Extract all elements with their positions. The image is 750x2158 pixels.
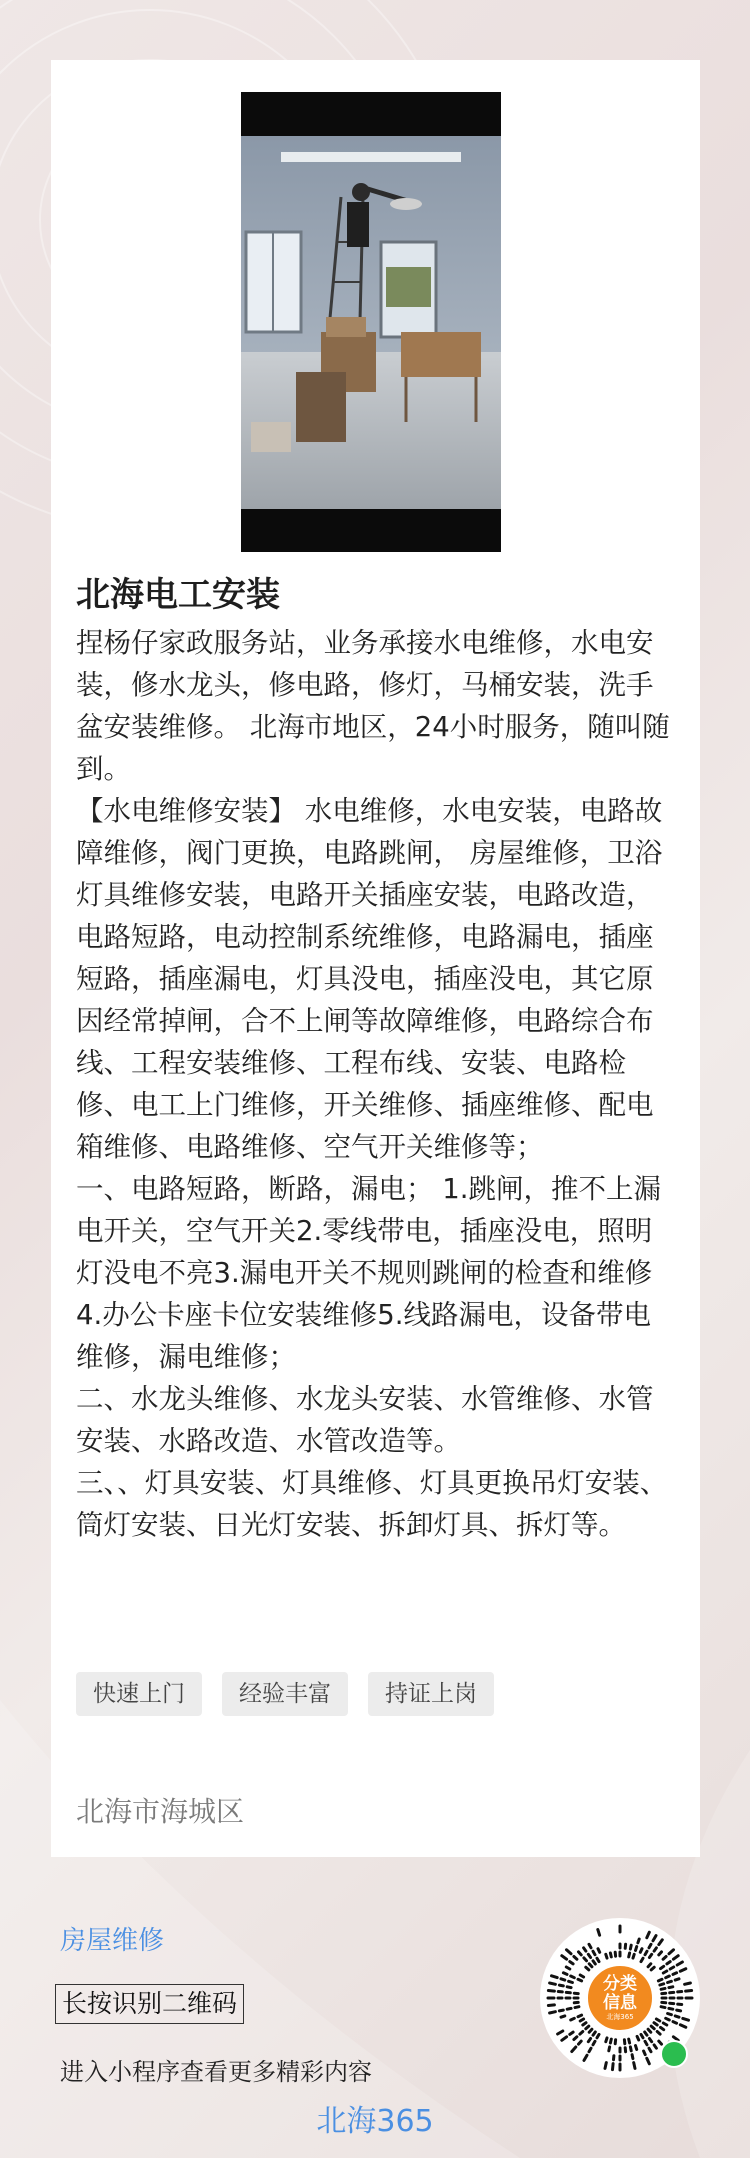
qr-module — [660, 1984, 664, 1985]
qr-module — [658, 1979, 662, 1981]
qr-module — [651, 2026, 654, 2029]
qr-module — [606, 2038, 607, 2042]
qr-module — [654, 1948, 656, 1951]
qr-module — [685, 1983, 691, 1984]
qr-module — [668, 2014, 672, 2015]
qr-module — [649, 2048, 651, 2052]
qr-module — [663, 1957, 666, 1960]
qr-badge-small: 北海365 — [606, 2012, 634, 2021]
qr-module — [669, 2008, 673, 2009]
qr-module — [586, 1967, 589, 1970]
qr-module — [561, 2016, 565, 2017]
qr-module — [550, 2012, 556, 2013]
qr-module — [575, 2007, 579, 2008]
tag-experienced: 经验丰富 — [222, 1672, 348, 1716]
qr-module — [638, 1939, 639, 1943]
qr-module — [593, 2032, 595, 2035]
qr-module — [648, 1964, 651, 1967]
qr-module — [613, 2064, 614, 2070]
qr-module — [667, 1962, 670, 1964]
qr-module — [569, 1981, 573, 1982]
qr-module — [589, 1944, 591, 1948]
qr-module — [606, 1954, 607, 1958]
miniprogram-hint: 进入小程序查看更多精彩内容 — [60, 2058, 372, 2086]
qr-module — [645, 2032, 647, 2035]
qr-module — [578, 1979, 582, 1981]
qr-badge-line1: 分类 — [603, 1973, 637, 1994]
qr-module — [552, 1976, 558, 1978]
qr-module — [630, 1945, 631, 1949]
qr-module — [666, 2018, 670, 2020]
qr-module — [571, 2018, 575, 2020]
qr-module — [686, 1991, 692, 1992]
qr-module — [661, 1966, 664, 1968]
qr-module — [666, 1976, 670, 1978]
qr-module — [589, 2029, 592, 2032]
qr-module — [563, 1973, 567, 1975]
qr-module — [566, 1967, 570, 1969]
qr-module — [630, 2047, 631, 2051]
qr-module — [567, 1987, 571, 1988]
qr-module — [661, 2027, 664, 2029]
qr-module — [584, 1948, 586, 1951]
qr-module — [659, 2041, 662, 2044]
qr-module — [641, 2034, 643, 2037]
qr-module — [661, 1988, 665, 1989]
qr-module — [629, 2039, 630, 2043]
qr-module — [629, 1953, 630, 1957]
qr-module — [683, 2018, 689, 2020]
mini-program-qr-code[interactable] — [540, 1918, 700, 2078]
qr-module — [675, 2016, 679, 2017]
qr-module — [673, 1973, 677, 1975]
qr-module — [656, 2019, 659, 2021]
qr-module — [578, 2015, 582, 2017]
post-card — [51, 60, 700, 1857]
qr-module — [644, 2051, 646, 2055]
qr-module — [636, 2046, 637, 2050]
qr-module — [636, 1947, 637, 1951]
qr-module — [605, 2063, 606, 2069]
qr-module — [675, 1979, 679, 1980]
qr-module — [663, 2023, 667, 2025]
qr-module — [637, 2036, 639, 2040]
qr-module — [663, 1971, 667, 1973]
qr-module — [657, 2032, 660, 2035]
qr-module — [548, 2005, 554, 2006]
category-link[interactable]: 房屋维修 — [60, 1926, 165, 1956]
qr-module — [588, 1954, 590, 1957]
qr-module — [645, 2041, 647, 2045]
miniprogram-icon — [660, 2040, 688, 2068]
qr-module — [570, 1962, 573, 1964]
qr-module — [633, 1954, 634, 1958]
qr-module — [571, 1976, 575, 1978]
brand-name: 北海365 — [316, 2104, 434, 2139]
qr-module — [669, 1987, 673, 1988]
qr-module — [609, 2047, 610, 2051]
qr-module — [640, 1949, 642, 1953]
qr-module — [580, 2019, 583, 2021]
qr-module — [593, 1951, 595, 1955]
qr-module — [586, 2026, 589, 2029]
qr-module — [579, 2041, 582, 2044]
qr-module — [567, 2008, 571, 2009]
qr-module — [589, 1964, 592, 1967]
qr-module — [649, 1944, 651, 1948]
tag-fast-service: 快速上门 — [76, 1672, 202, 1716]
qr-module — [597, 2034, 599, 2037]
qr-module — [559, 1985, 563, 1986]
qr-module — [584, 1958, 587, 1961]
qr-module — [550, 1983, 556, 1984]
qr-module — [574, 1957, 577, 1960]
qr-module — [579, 1952, 582, 1955]
qr-module — [610, 1953, 611, 1957]
qr-module — [673, 2022, 677, 2024]
qr-module — [654, 2045, 656, 2048]
qr-module — [574, 2037, 577, 2040]
qr-module — [610, 2039, 611, 2043]
qr-module — [570, 2032, 573, 2034]
qr-badge — [585, 1963, 655, 2033]
qr-module — [598, 1930, 600, 1936]
qr-module — [677, 2010, 681, 2011]
tag-certified: 持证上岗 — [368, 1672, 494, 1716]
qr-module — [561, 1979, 565, 1980]
qr-module — [580, 1975, 583, 1977]
qr-module — [598, 1949, 600, 1953]
qr-module — [580, 2032, 583, 2035]
post-location: 北海市海城区 — [76, 1795, 245, 1828]
qr-module — [668, 1981, 672, 1982]
qr-module — [589, 2048, 591, 2052]
qr-module — [548, 1991, 554, 1992]
qr-module — [632, 2055, 633, 2059]
qr-module — [649, 1954, 651, 1957]
qr-module — [641, 1958, 643, 1961]
video-thumbnail[interactable] — [241, 92, 501, 552]
qr-scan-label: 长按识别二维码 — [55, 1984, 244, 2024]
qr-module — [593, 1961, 595, 1964]
qr-module — [645, 1951, 647, 1955]
post-title: 北海电工安装 — [76, 575, 280, 615]
qr-module — [597, 1958, 599, 1961]
video-thumbnail-icon — [241, 92, 501, 552]
qr-module — [559, 2010, 563, 2011]
qr-module — [593, 2041, 595, 2045]
qr-module — [634, 2063, 635, 2069]
qr-module — [659, 1952, 662, 1955]
qr-module — [588, 2039, 590, 2042]
qr-module — [583, 2023, 586, 2025]
qr-module — [649, 2039, 651, 2042]
post-description: 捏杨仔家政服务站，业务承接水电维修，水电安装，修水龙头，修电路，修灯，马桶安装，洗手盆安装维修。 北海市地区，24小时服务，随叫随到。 【水电维修安装】 水电维修，水电安装，电路故障维修，阀门更换，电路跳闸， 房屋维修，卫浴灯具维修安装，电路开关插座安装，电路改造，电路短路，电动控制系统维修，电路漏电，插座短路，插座漏电，灯具没电，插座没电，其它原因经常掉闸，合不上闸等故障维修，电路综合布线、工程安装维修、工程布线、安装、电路检修、电工上门维修，开关维修、插座维修、配电箱维修、电路维修、空气开关维修等； 一、电路短路，断路，漏电； 1.跳闸，推不上漏电开关，空气开关2.零线带电，插座没电，照明灯没电不亮3.漏电开关不规则跳闸的检查和维修4.办公卡座卡位安装维修5.线路漏电，设备带电维修，漏电维修； 二、水龙头维修、水龙头安装、水管维修、水管安装、水路改造、水管改造等。 三、、灯具安装、灯具维修、灯具更换吊灯安装、筒灯安装、日光灯安装、拆卸灯具、拆灯等。 — [76, 627, 670, 1541]
qr-module — [654, 2023, 657, 2025]
qr-module — [648, 2029, 651, 2032]
qr-module — [670, 1967, 674, 1969]
qr-module — [661, 2007, 665, 2008]
qr-module — [651, 1967, 654, 1970]
tag-list — [76, 1672, 494, 1716]
qr-badge-line2: 信息 — [603, 1992, 637, 2013]
